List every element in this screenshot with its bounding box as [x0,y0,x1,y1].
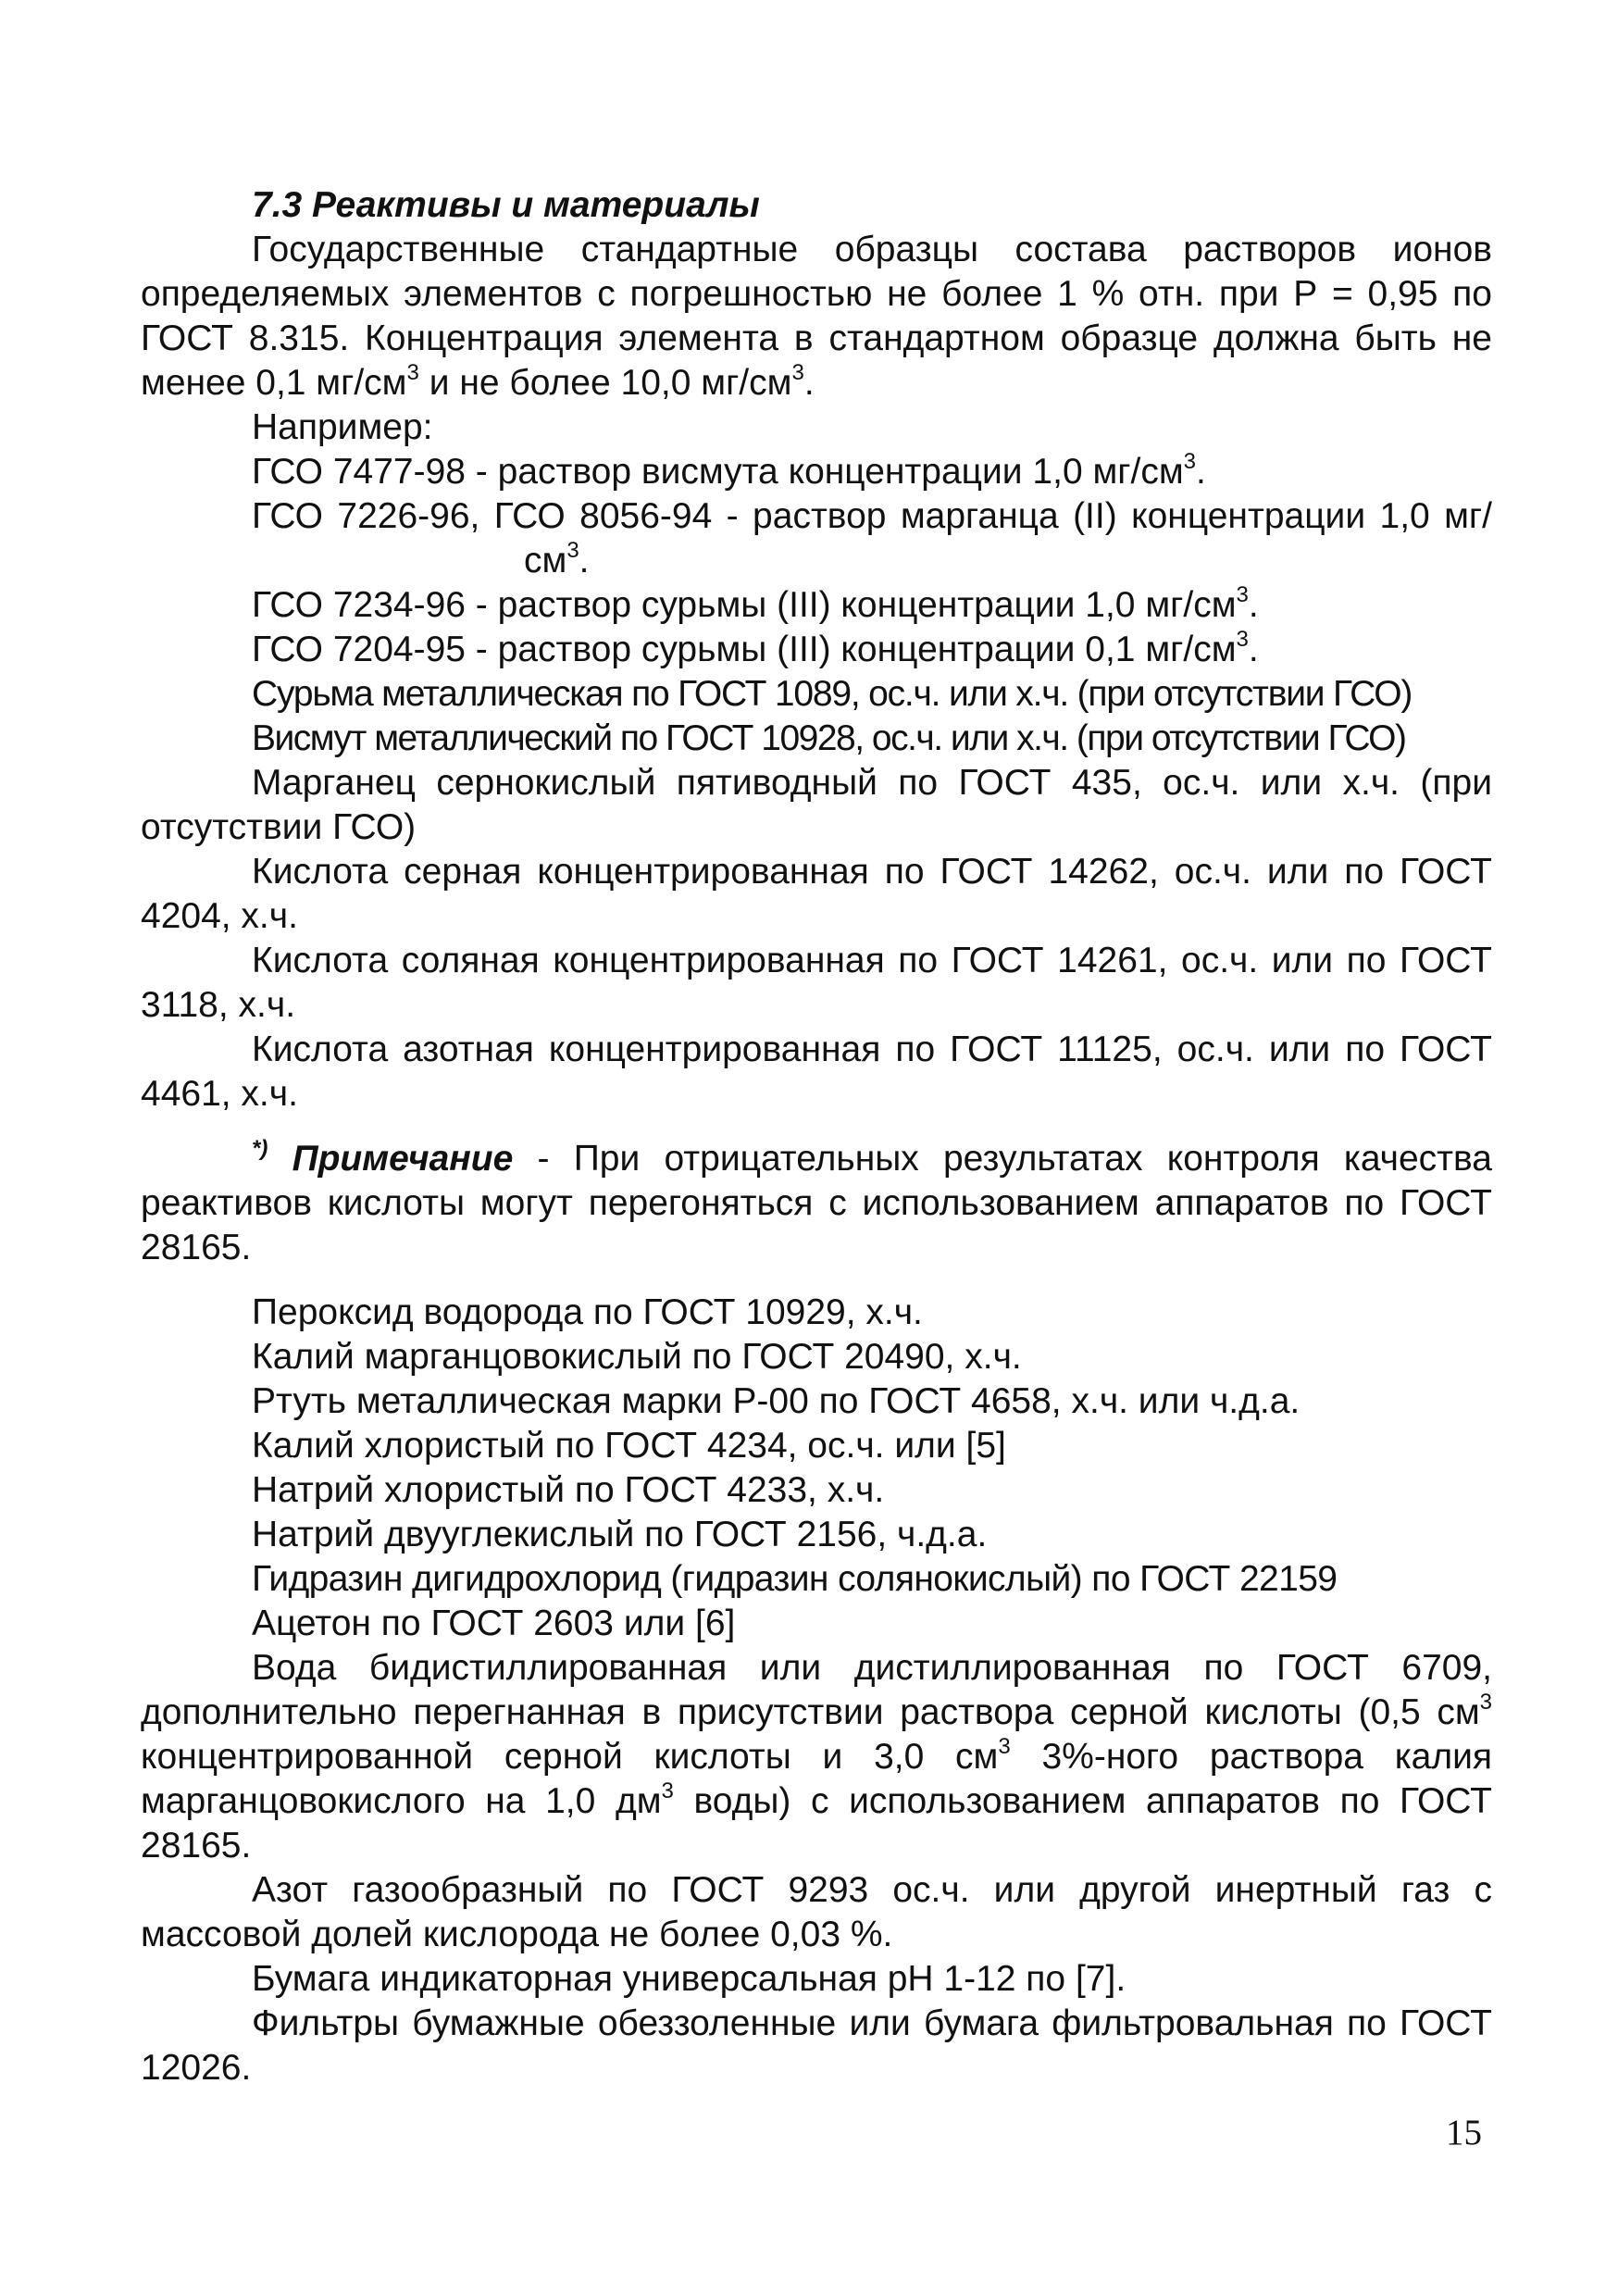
gso-end: . [579,541,590,580]
water-text-3: 3%-ного раствора калия марганцовокислого на 1,0 дм [141,1737,1492,1821]
list-item: Кислота азотная концентрированная по ГОСТ 11125, ос.ч. или по ГОСТ 4461, х.ч. [141,1029,1492,1114]
page-number: 15 [1446,2113,1482,2152]
list-item: Бумага индикаторная универсальная рН 1-12 по [7]. [252,1959,1126,1999]
list-item: Марганец сернокислый пятиводный по ГОСТ 435, ос.ч. или х.ч. (при отсутствии ГСО) [141,763,1492,847]
gso-sup: 3 [1236,582,1249,607]
gso-text: ГСО 7234-96 - раствор сурьмы (III) концентрации 1,0 мг/см [252,585,1237,625]
water-paragraph [141,1646,1492,1868]
list-item: Азот газообразный по ГОСТ 9293 ос.ч. или другой инертный газ с массовой долей кислорода не более 0,03 %. [141,1870,1492,1954]
gso-end: . [1248,630,1259,669]
list-item: Кислота серная концентрированная по ГОСТ 14262, ос.ч. или по ГОСТ 4204, х.ч. [141,852,1492,936]
gso-item [141,583,1492,628]
intro-sup-1: 3 [406,360,419,385]
gso-item [141,494,1492,583]
list-item: Калий хлористый по ГОСТ 4234, ос.ч. или [5] [252,1426,1006,1466]
water-sup-3: 3 [661,1778,674,1803]
list-item: Пероксид водорода по ГОСТ 10929, х.ч. [252,1292,923,1332]
note-paragraph [141,1137,1492,1270]
gso-end: . [1196,452,1206,492]
water-sup-1: 3 [1479,1690,1492,1715]
list-item: Гидразин дигидрохлорид (гидразин солянокислый) по ГОСТ 22159 [252,1559,1338,1599]
intro-text-2: и не более 10,0 мг/см [418,363,792,403]
list-item: Кислота соляная концентрированная по ГОСТ 14261, ос.ч. или по ГОСТ 3118, х.ч. [141,941,1492,1025]
intro-text-1: Государственные стандартные образцы состава растворов ионов определяемых элементов с погрешностью не более 1 % отн. при Р = 0,95 по ГОСТ 8.315. Концентрация элемента в стандартном образце должна быть не менее 0,1 мг/см [141,230,1492,403]
water-sup-2: 3 [998,1734,1011,1759]
water-text-4: воды) с использованием аппаратов по ГОСТ 28165. [141,1781,1493,1866]
document-page [141,183,1492,2090]
intro-sup-2: 3 [791,360,804,385]
spacer [141,1270,1492,1291]
list-item: Сурьма металлическая по ГОСТ 1089, ос.ч. или х.ч. (при отсутствии ГСО) [252,674,1413,714]
list-item: Натрий хлористый по ГОСТ 4233, х.ч. [252,1470,885,1510]
list-item: Ртуть металлическая марки Р-00 по ГОСТ 4658, х.ч. или ч.д.а. [252,1381,1301,1421]
spacer [141,1117,1492,1137]
list-item: Натрий двууглекислый по ГОСТ 2156, ч.д.а. [252,1515,988,1554]
gso-text: ГСО 7204-95 - раствор сурьмы (III) концентрации 0,1 мг/см [252,630,1237,669]
intro-paragraph [141,228,1492,406]
water-text-2: концентрированной серной кислоты и 3,0 см [141,1737,999,1777]
intro-text-3: . [803,363,815,403]
list-item: Висмут металлический по ГОСТ 10928, ос.ч. или х.ч. (при отсутствии ГСО) [252,718,1406,758]
gso-text: ГСО 7226-96, ГСО 8056-94 - раствор марганца (II) концентрации 1,0 мг/см [252,496,1492,580]
gso-item [141,628,1492,672]
list-item: Калий марганцовокислый по ГОСТ 20490, х.ч. [252,1337,1022,1377]
gso-text: ГСО 7477-98 - раствор висмута концентрации 1,0 мг/см [252,452,1184,492]
note-label: Примечание [292,1139,514,1179]
water-text-1: Вода бидистиллированная или дистиллированная по ГОСТ 6709, дополнительно перегнанная в присутствии раствора серной кислоты (0,5 см [141,1648,1492,1732]
note-text: - При отрицательных результатах контроля качества реактивов кислоты могут перегоняться с использованием аппаратов по ГОСТ 28165. [141,1139,1492,1267]
gso-item [141,450,1492,494]
gso-sup: 3 [1236,627,1249,652]
gso-sup: 3 [1183,449,1197,474]
note-mark: *) [252,1136,268,1161]
section-heading: 7.3 Реактивы и материалы [252,185,760,225]
example-label: Например: [252,407,433,447]
gso-end: . [1248,585,1259,625]
list-item: Ацетон по ГОСТ 2603 или [6] [252,1603,736,1643]
gso-sup: 3 [566,538,579,563]
list-item: Фильтры бумажные обеззоленные или бумага фильтровальная по ГОСТ 12026. [141,2003,1492,2088]
